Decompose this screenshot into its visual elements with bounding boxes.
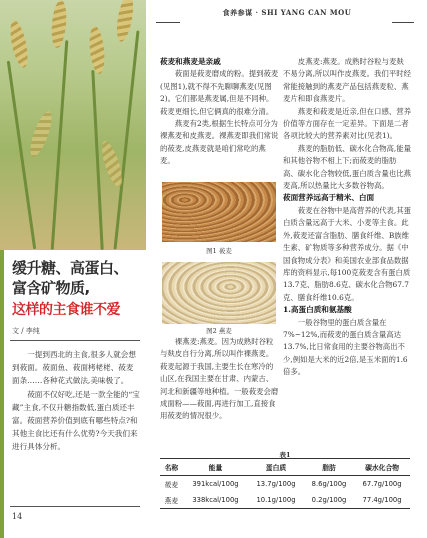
body-paragraph: 一般谷物里的蛋白质含量在7%~12%,而莜麦的蛋白质含量高达13.7%,比日常食用的主要谷物高出不少,例如是大米的近2倍,是玉米面的1.6倍多。 xyxy=(283,317,408,377)
table-row xyxy=(160,476,410,493)
title-divider xyxy=(10,340,140,341)
table-cell: 燕麦 xyxy=(164,497,179,505)
table-cell: 338kcal/100g xyxy=(192,496,239,504)
table-header: 蛋白质 xyxy=(265,464,287,472)
body-paragraph: 燕麦和莜麦是近亲,但在口感、营养价值等方面存在一定差异。下面是二者各项比较大的营养素对比(见表1)。 xyxy=(283,106,412,141)
title-line-2: 富含矿物质, xyxy=(12,279,90,297)
body-paragraph: 皮燕麦:燕麦。成熟时谷粒与麦麸不易分离,所以叫作皮燕麦。我们平时经常能接触到的燕麦产品包括燕麦粒、燕麦片和即食燕麦片。 xyxy=(283,57,411,104)
figure-caption-2: 图2 燕麦 xyxy=(206,327,232,335)
table-row xyxy=(160,492,410,509)
table-header: 能量 xyxy=(208,464,223,472)
figure-caption-1: 图1 莜麦 xyxy=(206,247,232,255)
table-header: 脂肪 xyxy=(322,464,336,472)
header-rule-left xyxy=(156,22,180,23)
section-heading: 莜面营养远高于精米、白面 xyxy=(283,193,375,203)
body-paragraph: 莜面是莜麦磨成的粉。提到莜麦(见图1),就不得不先聊聊燕麦(见图2)。它们都是燕麦属,但是不同种。莜麦更细长,但它俩真的很难分清。 xyxy=(160,69,279,116)
section-header: 食养参谋 · SHI YANG CAN MOU xyxy=(222,8,352,17)
table-header: 名称 xyxy=(164,464,179,472)
intro-paragraph: 一提到西北的主食,很多人就会想到莜面。莜面鱼、莜面栲栳栳、莜麦面条……各种花式做法,美味极了。 xyxy=(12,350,136,386)
table-cell: 77.4g/100g xyxy=(362,496,402,504)
naked-oat-photo xyxy=(162,182,276,242)
oat-photo xyxy=(162,262,276,324)
table-cell: 8.6g/100g xyxy=(311,480,347,488)
table-cell: 莜麦 xyxy=(164,481,179,489)
table-cell: 0.2g/100g xyxy=(311,496,347,504)
section-heading: 莜麦和燕麦是亲戚 xyxy=(160,57,221,66)
subheading: 1.高蛋白质和氨基酸 xyxy=(283,305,352,315)
title-line-1: 缓升糖、高蛋白、 xyxy=(12,259,129,277)
body-paragraph: 莜麦在谷物中是高营养的代表,其蛋白质含量远高于大米、小麦等主食。此外,莜麦还富含脂肪、膳食纤维、B族维生素、矿物质等多种营养成分。据《中国食物成分表》和美国农业部食品数据库的资料显示,每100克莜麦含有蛋白质13.7克、脂肪8.6克、碳水化合物67.7克、膳食纤维10.6克。 xyxy=(283,205,412,302)
table-cell: 13.7g/100g xyxy=(256,480,296,488)
column-1 xyxy=(160,56,280,168)
page-number: 14 xyxy=(12,512,23,521)
wheat-photo xyxy=(0,0,146,250)
intro-paragraph: 莜面不仅好吃,还是一款全能的“宝藏”主食,不仅升糖指数低,蛋白质还丰富。莜面营养价值到底有哪些特点?和其他主食比还有什么优势?今天我们来进行具体分析。 xyxy=(12,389,140,452)
header-rule-right xyxy=(392,22,414,23)
table-cell: 67.7g/100g xyxy=(362,480,402,488)
title-highlight: 这样的主食谁不爱 xyxy=(12,302,120,318)
article-title-block xyxy=(12,258,142,336)
table-header: 碳水化合物 xyxy=(365,464,400,472)
body-paragraph: 燕麦的脂肪低、碳水化合物高,能量和其他谷物不相上下;而莜麦的脂肪高、碳水化合物较低,蛋白质含量也比燕麦高,所以热量比大多数谷物高。 xyxy=(283,143,412,191)
table-cell: 391kcal/100g xyxy=(192,480,239,488)
column-1-lower xyxy=(160,336,280,423)
table-caption: 表1 xyxy=(279,451,291,459)
nutrition-table xyxy=(160,458,410,509)
body-paragraph: 裸燕麦:燕麦。因为成熟时谷粒与麸皮自行分离,所以叫作裸燕麦。莜麦起源于我国,主要生长在寒冷的山区,在我国主要在甘肃、内蒙古、河北和新疆等地种植。一般莜麦会磨成面粉——莜面,再进行加工,直接食用莜麦的情况很少。 xyxy=(160,337,279,421)
table-cell: 10.1g/100g xyxy=(256,496,296,504)
column-2 xyxy=(283,56,411,379)
intro-divider xyxy=(10,506,140,507)
intro-text xyxy=(12,348,140,454)
author-byline: 文 / 李纯 xyxy=(12,327,40,335)
table-header-row xyxy=(160,459,410,476)
body-paragraph: 燕麦有2类,根据生长特点可分为裸燕麦和皮燕麦。裸燕麦即我们常说的莜麦,皮燕麦就是咱们常吃的燕麦。 xyxy=(160,119,279,166)
